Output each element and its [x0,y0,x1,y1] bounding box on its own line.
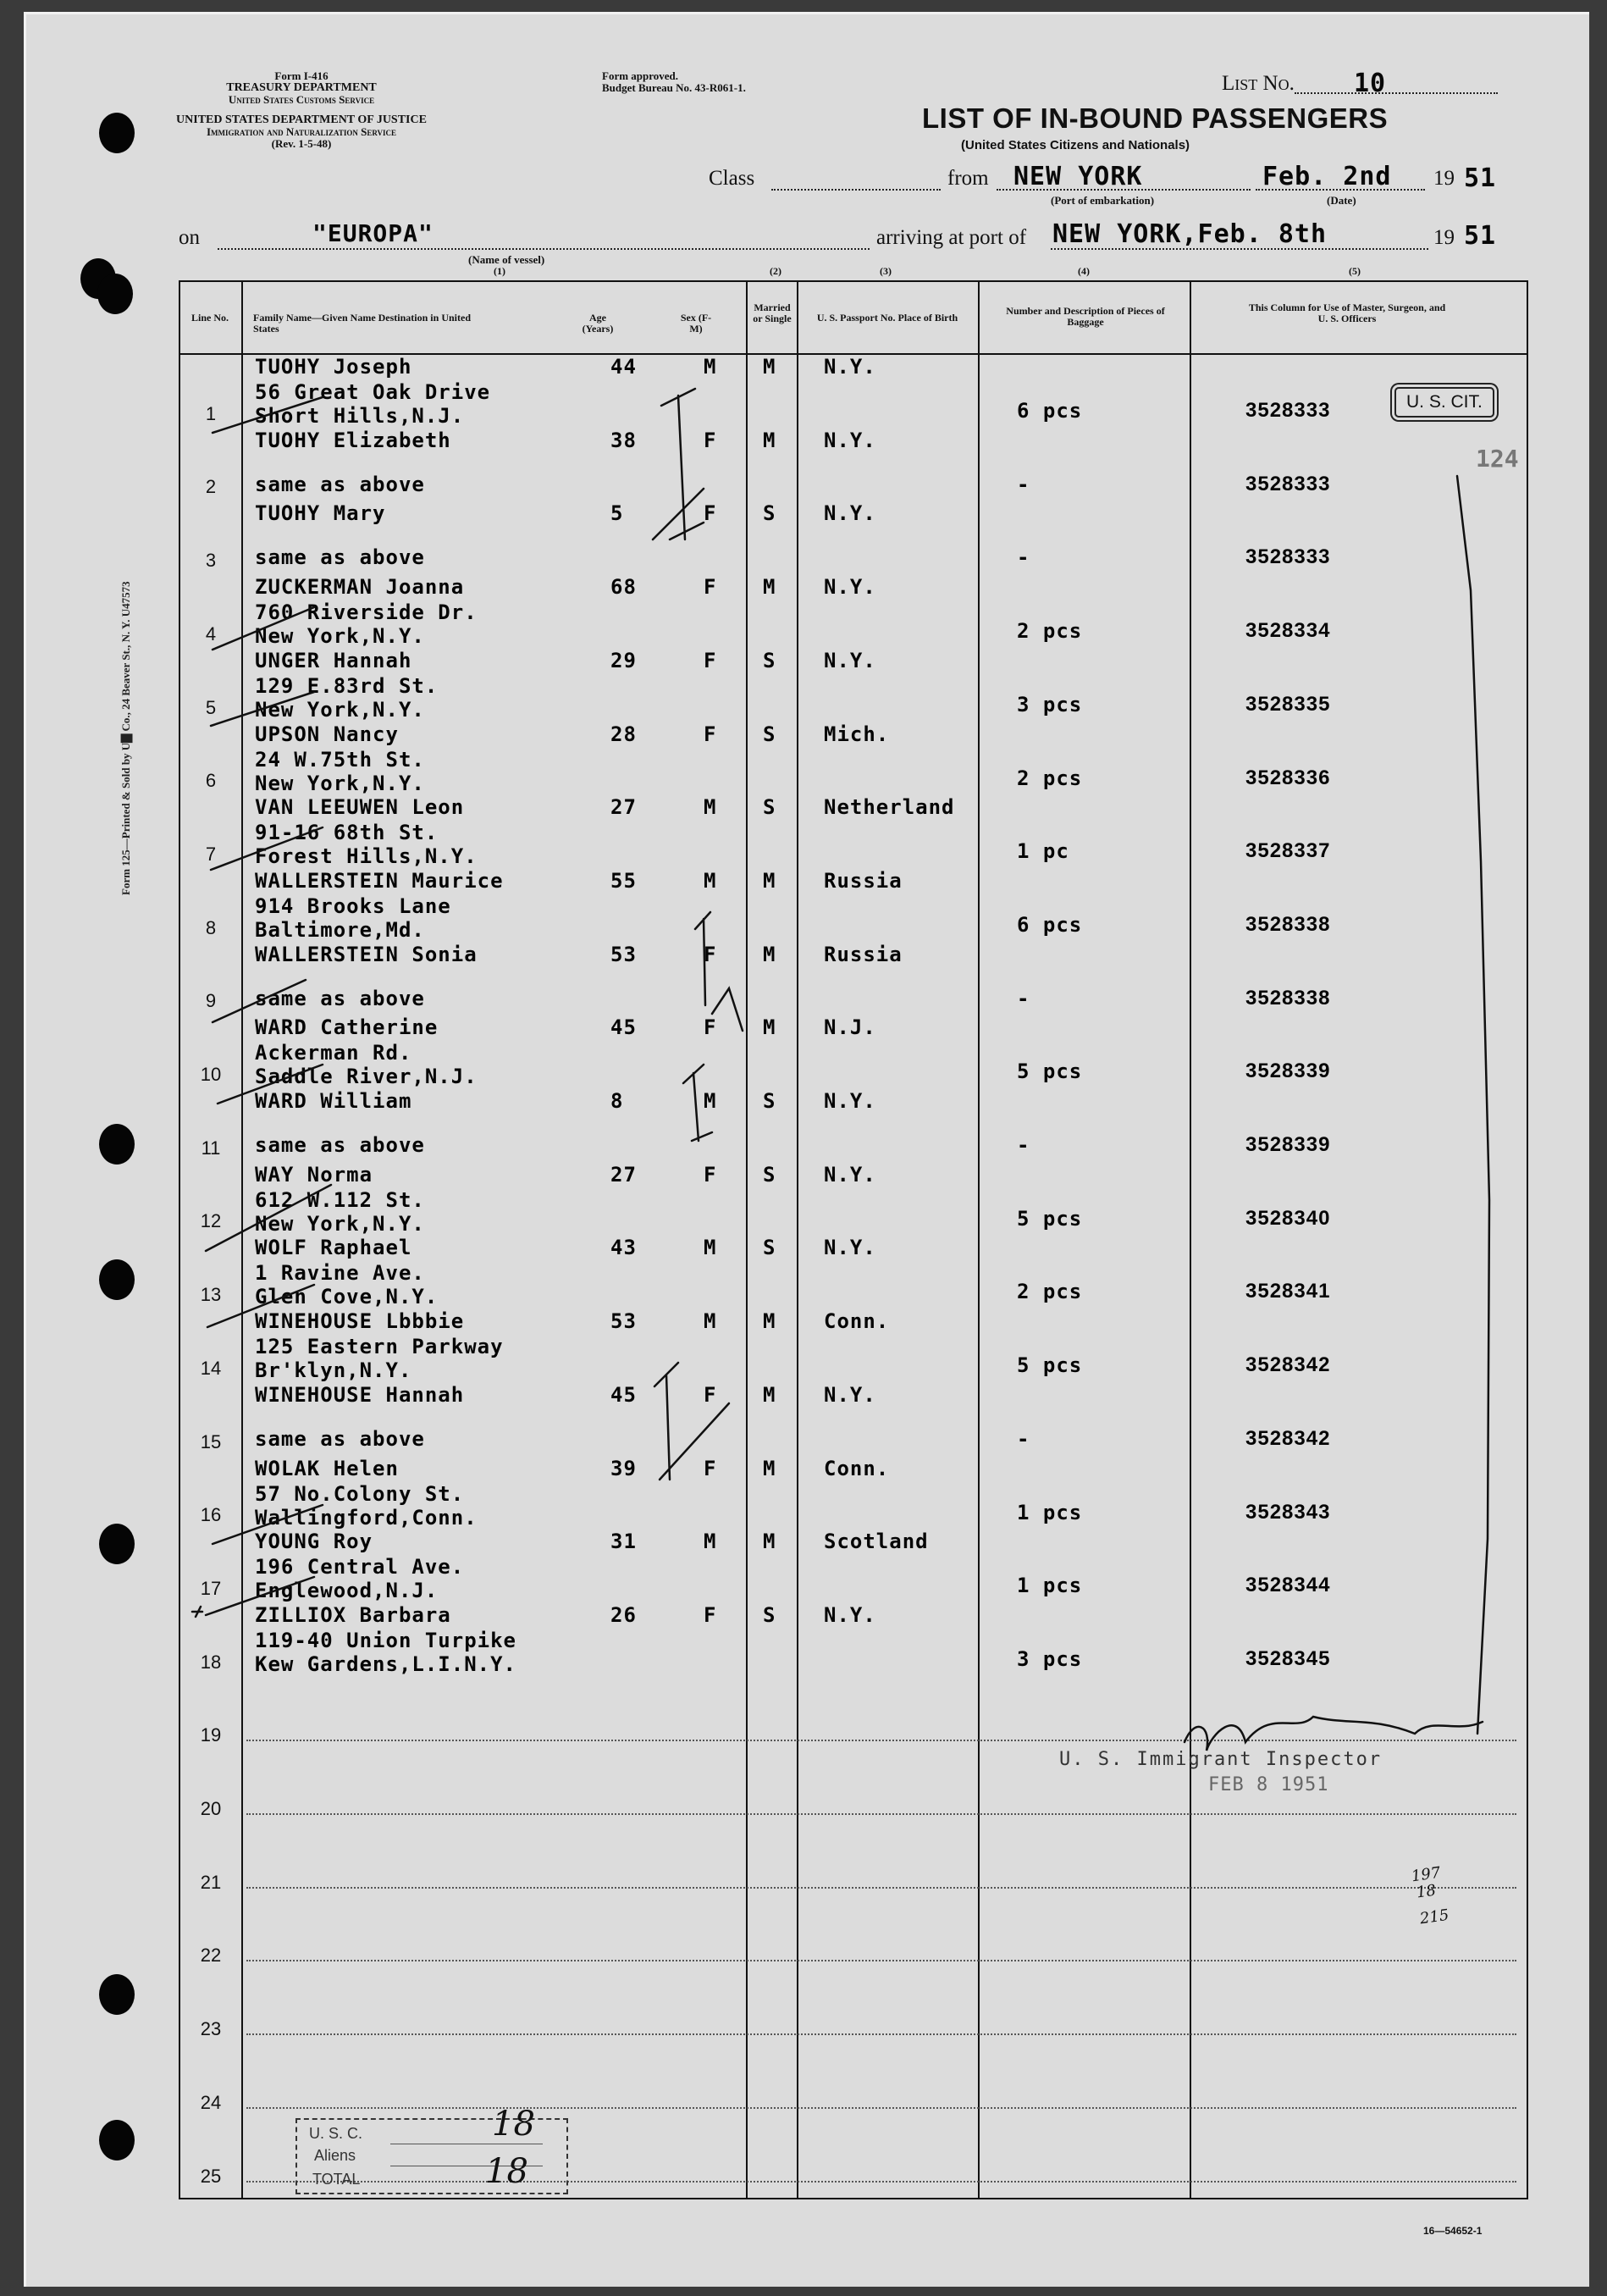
passenger-name: WAY Norma [255,1162,373,1187]
tally-total-label: TOTAL [312,2171,361,2188]
col-header-baggage: Number and Description of Pieces of Baggage [1006,305,1165,328]
treasury-dept: TREASURY DEPARTMENT [226,81,377,94]
printer-imprint: Form 125—Printed & Sold by U▇ Co., 24 Beaver St., N. Y. U47573 [119,581,132,895]
place-of-birth: Russia [824,868,903,893]
passport-number: 3528333 [1245,399,1331,422]
marital-status: M [763,868,776,893]
line-number: 4 [205,622,217,645]
line-number: 11 [201,1137,221,1159]
line-number: 24 [200,2091,222,2113]
form-subtitle: (United States Citizens and Nationals) [961,138,1190,152]
marital-status: S [763,648,776,672]
passport-number: 3528340 [1245,1206,1331,1230]
passenger-sex: F [704,428,717,452]
line-number: 17 [200,1577,222,1599]
passenger-name: WALLERSTEIN Sonia [255,942,478,966]
footer-code: 16—54652-1 [1423,2225,1483,2237]
baggage-count: 6 pcs [1017,399,1083,423]
baggage-count: 1 pc [1017,839,1069,864]
line-number: 6 [205,770,217,792]
baggage-count: - [1017,986,1030,1010]
baggage-count: 2 pcs [1017,619,1083,644]
passport-number: 3528343 [1245,1500,1331,1524]
passenger-name: WOLAK Helen [255,1456,399,1480]
place-of-birth: N.Y. [824,355,876,379]
place-of-birth: N.Y. [824,1602,876,1627]
destination-street: 57 No.Colony St. [255,1481,465,1506]
revision: (Rev. 1-5-48) [271,137,332,150]
line-number: 12 [200,1210,222,1232]
tally-aliens-label: Aliens [314,2147,356,2164]
marital-status: S [763,1236,776,1260]
col-header-officers: This Column for Use of Master, Surgeon, and U. S. Officers [1248,302,1446,324]
passenger-age: 27 [610,795,637,820]
line-number: 7 [205,843,217,865]
passenger-name: UNGER Hannah [255,648,412,672]
line-number: 19 [200,1724,222,1746]
col-header-age: Age (Years) [582,312,614,335]
destination-city: Short Hills,N.J. [255,404,465,428]
destination-street: 129 E.83rd St. [255,673,439,698]
col-header-line: Line No. [191,312,229,324]
passport-number: 3528338 [1245,986,1331,1010]
col-header-sex: Sex (F-M) [680,312,712,335]
on-label: on [179,226,200,249]
place-of-birth: Mich. [824,722,890,746]
destination-street: 125 Eastern Parkway [255,1335,504,1359]
marital-status: S [763,722,776,746]
year-2: 51 [1464,221,1497,251]
place-of-birth: N.Y. [824,575,876,600]
manifest-page [24,12,1589,2287]
passenger-name: WINEHOUSE Hannah [255,1382,465,1407]
passport-number: 3528337 [1245,839,1331,863]
destination-city: same as above [255,1426,425,1451]
col-number-4: (4) [1078,265,1090,277]
budget-bureau: Budget Bureau No. 43-R061-1. [602,81,746,94]
col-number-2: (2) [770,265,781,277]
destination-city: New York,N.Y. [255,771,425,795]
arrival-port-date: NEW YORK,Feb. 8th [1052,219,1328,249]
tally-usc-label: U. S. C. [309,2125,363,2142]
destination-street: 914 Brooks Lane [255,894,451,918]
baggage-count: 6 pcs [1017,912,1083,937]
place-of-birth: Conn. [824,1456,890,1480]
passenger-sex: F [704,1382,717,1407]
passenger-sex: M [704,868,717,893]
passenger-sex: F [704,1456,717,1480]
passenger-age: 28 [610,722,637,746]
marital-status: M [763,942,776,966]
passenger-sex: F [704,501,717,526]
baggage-count: - [1017,545,1030,570]
destination-street: Ackerman Rd. [255,1041,412,1065]
form-approved: Form approved. [602,69,679,82]
line-number: 5 [205,696,217,718]
passport-number: 3528334 [1245,619,1331,643]
destination-city: New York,N.Y. [255,624,425,649]
passenger-sex: F [704,648,717,672]
destination-street: 24 W.75th St. [255,747,425,772]
passenger-sex: F [704,1602,717,1627]
list-no-value: 10 [1354,69,1387,98]
marital-status: M [763,355,776,379]
passenger-name: YOUNG Roy [255,1530,373,1554]
passenger-name: UPSON Nancy [255,722,399,746]
passenger-name: WARD William [255,1089,412,1113]
passenger-age: 8 [610,1089,624,1113]
destination-street: 196 Central Ave. [255,1555,465,1580]
line-number: 1 [205,402,217,424]
form-title: LIST OF IN-BOUND PASSENGERS [922,102,1389,134]
passport-number: 3528339 [1245,1133,1331,1156]
line-number: 22 [200,1945,222,1967]
line-number: 23 [200,2018,222,2040]
col-header-passport: U. S. Passport No. Place of Birth [816,312,958,324]
line-number: 25 [200,2165,222,2187]
line-number: 14 [200,1357,222,1379]
tally-total-count: 18 [485,2152,528,2191]
baggage-count: 1 pcs [1017,1500,1083,1524]
year-prefix-1: 19 [1433,167,1455,190]
place-of-birth: N.Y. [824,1089,876,1113]
inspector-stamp: U. S. Immigrant Inspector [1059,1749,1383,1770]
baggage-count: 1 pcs [1017,1574,1083,1598]
inspector-date: FEB 8 1951 [1208,1774,1329,1795]
tally-usc-count: 18 [492,2105,535,2144]
passenger-sex: M [704,1236,717,1260]
baggage-count: 5 pcs [1017,1059,1083,1084]
tally-box [295,2105,568,2194]
line-number: 2 [205,476,217,498]
destination-city: same as above [255,1133,425,1157]
handwritten-marks [26,14,1589,2287]
baggage-count: 2 pcs [1017,766,1083,790]
passenger-age: 45 [610,1382,637,1407]
arriving-label: arriving at port of [876,226,1027,249]
marital-status: M [763,575,776,600]
line-number: 10 [200,1064,222,1085]
year-prefix-2: 19 [1433,226,1455,249]
from-port: NEW YORK [1013,162,1143,191]
passenger-age: 68 [610,575,637,600]
place-of-birth: N.Y. [824,648,876,672]
marital-status: M [763,1309,776,1334]
baggage-count: 3 pcs [1017,1646,1083,1671]
passenger-sex: F [704,1015,717,1040]
line-number: 13 [200,1284,222,1306]
ins-service: Immigration and Naturalization Service [206,125,397,138]
passenger-name: ZUCKERMAN Joanna [255,575,465,600]
form-number: Form I-416 [274,69,329,82]
passenger-sex: F [704,1162,717,1187]
passenger-age: 39 [610,1456,637,1480]
passenger-name: WALLERSTEIN Maurice [255,868,504,893]
passenger-age: 55 [610,868,637,893]
passport-number: 3528338 [1245,912,1331,936]
class-label: Class [709,167,755,190]
vessel-col-number: (1) [494,265,505,277]
passenger-age: 53 [610,1309,637,1334]
baggage-count: - [1017,472,1030,496]
marital-status: M [763,1015,776,1040]
place-of-birth: Scotland [824,1530,929,1554]
passenger-name: WOLF Raphael [255,1236,412,1260]
passenger-age: 31 [610,1530,637,1554]
margin-calc-2: 18 [1415,1881,1438,1902]
destination-street: 1 Ravine Ave. [255,1261,425,1286]
passenger-sex: F [704,722,717,746]
baggage-count: 5 pcs [1017,1206,1083,1231]
baggage-count: - [1017,1426,1030,1451]
marital-status: S [763,795,776,820]
place-of-birth: Netherland [824,795,955,820]
destination-city: Br'klyn,N.Y. [255,1358,412,1383]
line-number: 9 [205,990,217,1012]
place-of-birth: N.Y. [824,501,876,526]
line-number: 8 [205,916,217,938]
destination-city: Baltimore,Md. [255,917,425,942]
passenger-name: WARD Catherine [255,1015,439,1040]
place-of-birth: Russia [824,942,903,966]
passenger-age: 26 [610,1602,637,1627]
destination-city: Wallingford,Conn. [255,1505,478,1530]
destination-city: New York,N.Y. [255,697,425,722]
marital-status: M [763,1382,776,1407]
col-header-name: Family Name—Given Name Destination in United States [253,312,471,335]
marital-status: M [763,1456,776,1480]
passenger-name: TUOHY Elizabeth [255,428,451,452]
passenger-sex: F [704,575,717,600]
passenger-sex: M [704,1089,717,1113]
customs-service: United States Customs Service [228,93,375,106]
passenger-age: 29 [610,648,637,672]
us-citizen-stamp-text: U. S. CIT. [1406,392,1483,412]
destination-city: Glen Cove,N.Y. [255,1285,439,1309]
destination-city: same as above [255,472,425,496]
passport-number: 3528342 [1245,1426,1331,1450]
vessel-note: (Name of vessel) [468,253,545,266]
destination-city: Saddle River,N.J. [255,1065,478,1089]
year-1: 51 [1464,163,1497,193]
passport-number: 3528336 [1245,766,1331,789]
destination-city: Englewood,N.J. [255,1579,439,1603]
passport-number: 3528345 [1245,1646,1331,1670]
passenger-name: WINEHOUSE Lbbbie [255,1309,465,1334]
place-of-birth: Conn. [824,1309,890,1334]
place-of-birth: N.Y. [824,1382,876,1407]
baggage-count: 3 pcs [1017,692,1083,716]
place-of-birth: N.J. [824,1015,876,1040]
line-number: 3 [205,550,217,572]
line-number: 20 [200,1798,222,1819]
embark-note: (Port of embarkation) [1051,194,1155,207]
passenger-name: TUOHY Joseph [255,355,412,379]
baggage-count: 5 pcs [1017,1353,1083,1378]
marital-status: M [763,428,776,452]
us-citizen-stamp [1394,387,1494,418]
passenger-age: 43 [610,1236,637,1260]
destination-city: Kew Gardens,L.I.N.Y. [255,1651,516,1676]
line-number: 16 [200,1504,222,1526]
place-of-birth: N.Y. [824,1162,876,1187]
passport-number: 3528335 [1245,692,1331,716]
passport-number: 3528333 [1245,545,1331,569]
passenger-sex: M [704,1309,717,1334]
passport-number: 3528333 [1245,472,1331,495]
destination-city: same as above [255,545,425,570]
marital-status: S [763,1602,776,1627]
passenger-sex: M [704,795,717,820]
justice-dept: UNITED STATES DEPARTMENT OF JUSTICE [176,113,427,126]
passenger-age: 27 [610,1162,637,1187]
baggage-count: 2 pcs [1017,1280,1083,1304]
date-note: (Date) [1327,194,1356,207]
destination-street: 760 Riverside Dr. [255,600,478,625]
col-number-3: (3) [880,265,892,277]
from-date: Feb. 2nd [1262,162,1392,191]
passenger-sex: F [704,942,717,966]
destination-city: Forest Hills,N.Y. [255,844,478,869]
passenger-age: 53 [610,942,637,966]
destination-street: 91-16 68th St. [255,821,439,845]
passenger-age: 38 [610,428,637,452]
line-number: 15 [200,1430,222,1452]
passenger-sex: M [704,355,717,379]
destination-street: 56 Great Oak Drive [255,380,491,404]
passenger-age: 45 [610,1015,637,1040]
side-stamp-number: 124 [1476,445,1519,473]
passport-number: 3528341 [1245,1280,1331,1303]
col-number-5: (5) [1349,265,1361,277]
destination-city: New York,N.Y. [255,1211,425,1236]
passenger-age: 44 [610,355,637,379]
marital-status: M [763,1530,776,1554]
marital-status: S [763,1089,776,1113]
baggage-count: - [1017,1133,1030,1157]
place-of-birth: N.Y. [824,1236,876,1260]
line-number: 21 [200,1871,222,1893]
passport-number: 3528342 [1245,1353,1331,1377]
passenger-name: TUOHY Mary [255,501,386,526]
passenger-sex: M [704,1530,717,1554]
marital-status: S [763,501,776,526]
passport-number: 3528339 [1245,1059,1331,1083]
place-of-birth: N.Y. [824,428,876,452]
passenger-name: VAN LEEUWEN Leon [255,795,465,820]
margin-calc-3: 215 [1418,1906,1450,1928]
col-header-married: Married or Single [753,302,792,324]
line-number: 18 [200,1651,222,1673]
marital-status: S [763,1162,776,1187]
passenger-name: ZILLIOX Barbara [255,1602,451,1627]
destination-street: 612 W.112 St. [255,1187,425,1212]
vessel-name: "EUROPA" [312,219,434,247]
list-no-label: List No. [1222,72,1295,95]
margin-calc-1: 197 [1410,1863,1442,1886]
destination-city: same as above [255,986,425,1010]
passport-number: 3528344 [1245,1574,1331,1597]
passenger-age: 5 [610,501,624,526]
destination-street: 119-40 Union Turpike [255,1628,516,1652]
from-label: from [947,167,989,190]
